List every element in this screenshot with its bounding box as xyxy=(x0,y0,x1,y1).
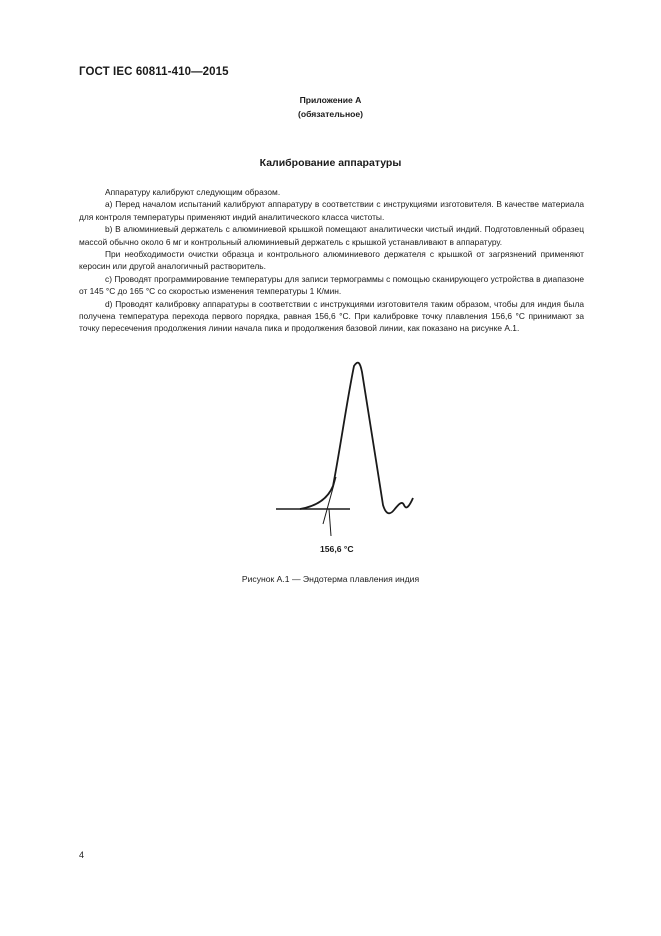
annex-title: Приложение А xyxy=(299,95,362,105)
endotherm-curve xyxy=(300,363,413,514)
paragraph-a: a) Перед началом испытаний калибруют аппаратуру в соответствии с инструкциями изготовителя. В качестве материала для контроля температуры применяют индий аналитического класса чистоты. xyxy=(79,199,584,222)
document-header: ГОСТ IEC 60811-410—2015 xyxy=(79,66,229,78)
temperature-pointer xyxy=(329,509,331,536)
paragraph-d: d) Проводят калибровку аппаратуры в соответствии с инструкциями изготовителя таким образом, чтобы для индия была получена температура перехода первого порядка, равная 156,6 °С. При калибровке точку плавления 156,6 °С принимают за точку пересечения продолжения линии начала пика и продолжения базовой линии, как показано на рисунке А.1. xyxy=(79,298,584,334)
temperature-label: 156,6 °С xyxy=(320,544,354,554)
paragraph-b: b) В алюминиевый держатель с алюминиевой крышкой помещают аналитически чистый индий. Подготовленный образец массой обычно около 6 мг и контрольный алюминиевый держатель с крышкой устанавливают в аппаратуру. xyxy=(79,224,584,247)
paragraph-cleaning: При необходимости очистки образца и контрольного алюминиевого держателя с крышкой от загрязнений применяют керосин или другой аналогичный растворитель. xyxy=(79,249,584,272)
paragraph-intro: Аппаратуру калибруют следующим образом. xyxy=(105,187,281,197)
annex-status: (обязательное) xyxy=(297,109,364,119)
figure-caption: Рисунок А.1 — Эндотерма плавления индия xyxy=(241,574,420,584)
section-title: Калибрование аппаратуры xyxy=(259,157,402,169)
paragraph-c: c) Проводят программирование температуры для записи термограммы с помощью сканирующего устройства в диапазоне от 145 °С до 165 °С со скоростью изменения температуры 1 К/мин. xyxy=(79,273,584,297)
page-number: 4 xyxy=(79,850,85,860)
